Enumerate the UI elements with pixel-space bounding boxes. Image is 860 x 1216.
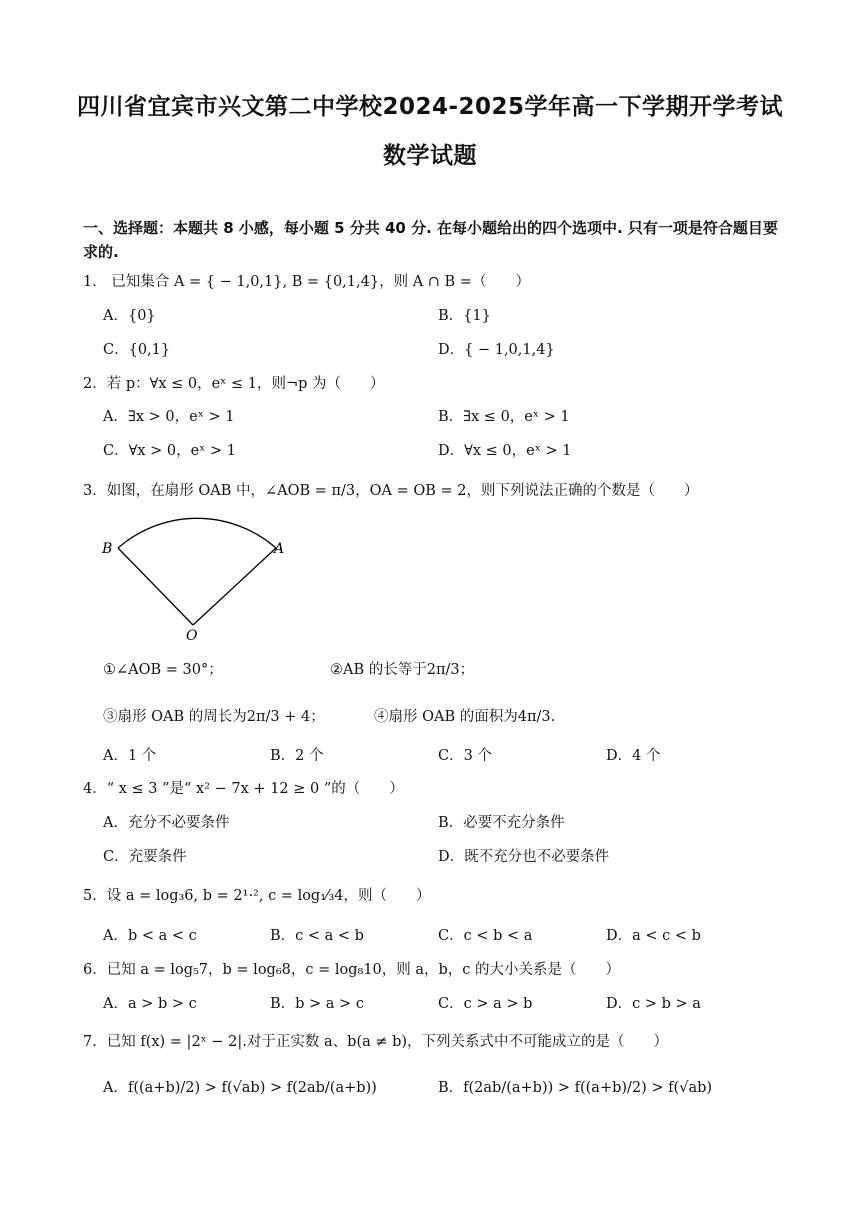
question-5-stem: 5．设 a = log₃6, b = 2¹·², c = log₁⁄₃4，则（ ） xyxy=(83,888,431,904)
label-b: B xyxy=(102,541,113,557)
sector-figure xyxy=(96,505,296,645)
question-1-stem: 1． 已知集合 A = { − 1,0,1}, B = {0,1,4}，则 A ∩ B =（ ） xyxy=(83,274,530,290)
title-line-1: 四川省宜宾市兴文第二中学校2024-2025学年高一下学期开学考试 xyxy=(76,94,784,120)
q1-option-d: D．{ − 1,0,1,4} xyxy=(438,342,555,358)
q3-statement-2: ②AB 的长等于2π/3； xyxy=(330,662,475,678)
q5-option-c: C．c < b < a xyxy=(438,928,533,944)
sector-radius-oa xyxy=(193,548,276,625)
q1-option-a: A．{0} xyxy=(103,308,156,324)
q4-option-b: B．必要不充分条件 xyxy=(438,815,565,831)
q3-option-d: D．4 个 xyxy=(606,748,661,764)
sector-arc xyxy=(118,518,276,548)
title-line-2: 数学试题 xyxy=(383,143,477,169)
q2-option-d: D．∀x ≤ 0，eˣ > 1 xyxy=(438,443,572,459)
q2-option-c: C．∀x > 0，eˣ > 1 xyxy=(103,443,236,459)
q6-option-c: C．c > a > b xyxy=(438,996,533,1012)
question-6-stem: 6．已知 a = log₅7，b = log₆8，c = log₈10，则 a，b，c 的大小关系是（ ） xyxy=(83,962,621,978)
q3-option-c: C．3 个 xyxy=(438,748,492,764)
q3-statement-3: ③扇形 OAB 的周长为2π/3 + 4； xyxy=(103,709,325,725)
q4-option-d: D．既不充分也不必要条件 xyxy=(438,849,610,865)
question-4-stem: 4．“ x ≤ 3 ”是“ x² − 7x + 12 ≥ 0 ”的（ ） xyxy=(83,781,404,797)
q1-option-b: B．{1} xyxy=(438,308,491,324)
q2-option-a: A．∃x > 0，eˣ > 1 xyxy=(103,409,235,425)
q7-option-a: A．f((a+b)/2) > f(√ab) > f(2ab/(a+b)) xyxy=(103,1080,377,1096)
q4-option-c: C．充要条件 xyxy=(103,849,187,865)
q3-statement-4: ④扇形 OAB 的面积为4π/3. xyxy=(374,709,556,725)
q6-option-a: A．a > b > c xyxy=(103,996,197,1012)
label-o: O xyxy=(186,628,198,644)
question-7-stem: 7．已知 f(x) = |2ˣ − 2|.对于正实数 a、b(a ≠ b)，下列关系式中不可能成立的是（ ） xyxy=(83,1034,669,1050)
question-3-stem: 3．如图，在扇形 OAB 中，∠AOB = π/3，OA = OB = 2，则下列说法正确的个数是（ ） xyxy=(83,483,699,499)
q4-option-a: A．充分不必要条件 xyxy=(103,815,230,831)
q7-option-b: B．f(2ab/(a+b)) > f((a+b)/2) > f(√ab) xyxy=(438,1080,713,1096)
q5-option-a: A．b < a < c xyxy=(103,928,197,944)
q6-option-b: B．b > a > c xyxy=(270,996,364,1012)
question-2-stem: 2．若 p：∀x ≤ 0，eˣ ≤ 1，则¬p 为（ ） xyxy=(83,376,385,392)
q1-option-c: C．{0,1} xyxy=(103,342,171,358)
section-heading: 一、选择题：本题共 8 小感，每小题 5 分共 40 分. 在每小题给出的四个选项中. 只有一项是符合题目要求的. xyxy=(83,219,778,261)
q2-option-b: B．∃x ≤ 0，eˣ > 1 xyxy=(438,409,570,425)
label-a: A xyxy=(274,541,285,557)
q5-option-d: D．a < c < b xyxy=(606,928,701,944)
q3-option-a: A．1 个 xyxy=(103,748,157,764)
q6-option-d: D．c > b > a xyxy=(606,996,701,1012)
sector-radius-ob xyxy=(118,548,193,625)
q3-statement-1: ①∠AOB = 30°； xyxy=(103,662,223,678)
q3-option-b: B．2 个 xyxy=(270,748,324,764)
q5-option-b: B．c < a < b xyxy=(270,928,364,944)
